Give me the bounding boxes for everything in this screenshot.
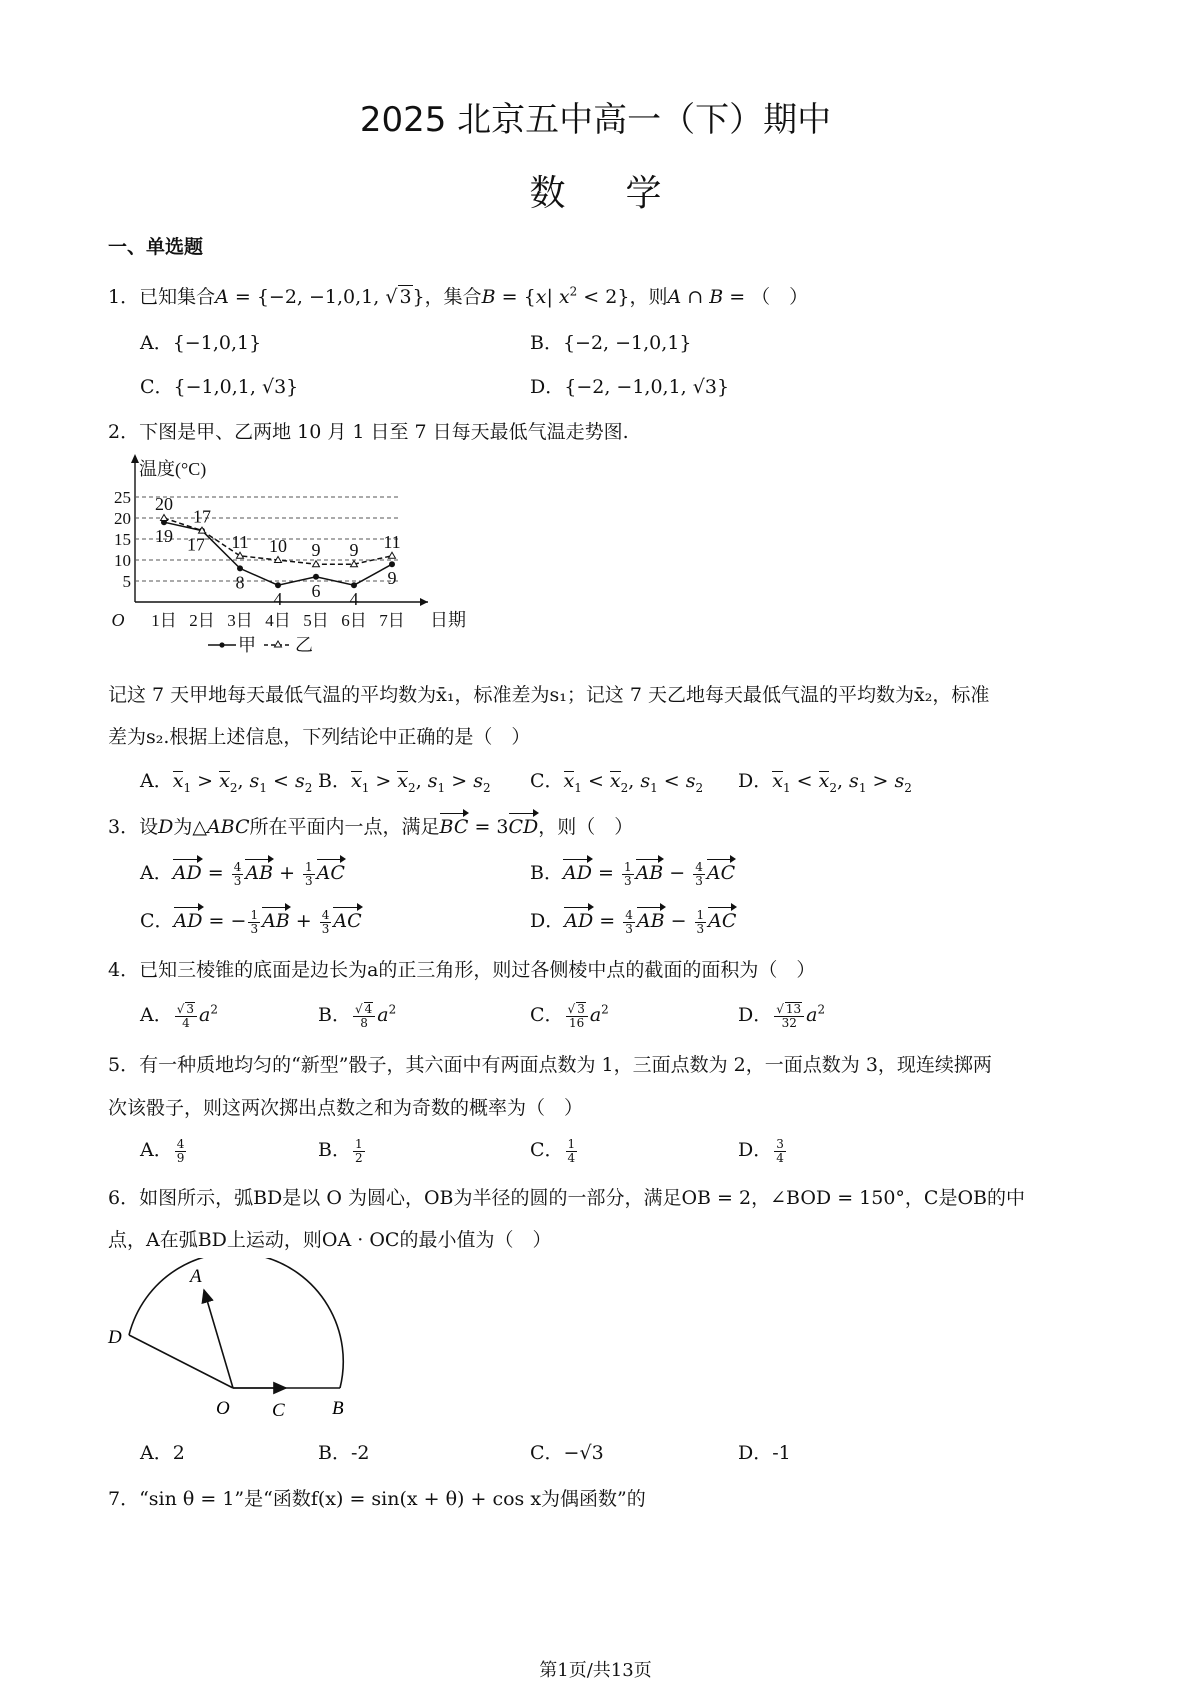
q1-option-d[interactable]: D．{−2, −1,0,1, √3} xyxy=(530,376,730,398)
q6-option-c[interactable]: C．−√3 xyxy=(530,1442,604,1464)
legend-marker-乙 xyxy=(275,641,282,647)
q6-option-b[interactable]: B．-2 xyxy=(318,1442,370,1464)
vector-oa xyxy=(204,1290,233,1388)
q2-option-a[interactable]: A．$x_1 > x_2$, $s_1 < s_2$ xyxy=(140,770,313,795)
point-乙-3 xyxy=(237,552,244,558)
x-tick-1: 1日 xyxy=(151,611,177,630)
q6-line1: 6．如图所示，弧BD是以 O 为圆心，OB为半径的圆的一部分，满足OB = 2，∠BOD = 150°，C是OB的中 xyxy=(108,1187,1025,1209)
q5-option-b[interactable]: B． $\frac{1}{2}$ xyxy=(318,1136,363,1165)
data-label-甲-2: 17 xyxy=(187,534,205,555)
q3-option-d[interactable]: D．AD = $\frac{4}{3}$ AB − $\frac{1}{3}$ AC xyxy=(530,907,737,936)
data-label-甲-6: 4 xyxy=(349,589,359,610)
q2-text-line1: 记这 7 天甲地每天最低气温的平均数为x̄₁，标准差为s₁；记这 7 天乙地每天最低气温的平均数为x̄₂，标准 xyxy=(108,684,990,706)
data-label-乙-4: 10 xyxy=(269,536,287,556)
q3-option-c[interactable]: C．AD = − $\frac{1}{3}$ AB + $\frac{4}{3}$ AC xyxy=(140,907,362,936)
x-tick-4: 4日 xyxy=(265,611,291,630)
q2-option-c[interactable]: C．$x_1 < x_2$, $s_1 < s_2$ xyxy=(530,770,704,795)
x-axis-label: 日期 xyxy=(430,610,466,630)
y-axis-arrow xyxy=(131,454,139,463)
data-label-甲-5: 6 xyxy=(311,580,321,601)
q2-option-b[interactable]: B．$x_1 > x_2$, $s_1 > s_2$ xyxy=(318,770,491,795)
q4-option-d[interactable]: D． $\frac{√ 13}{32}$ $a^2$ xyxy=(738,1002,826,1030)
data-label-甲-3: 8 xyxy=(235,572,245,593)
point-甲-7 xyxy=(389,561,395,567)
q2-text-line2: 差为s₂.根据上述信息，下列结论中正确的是（ ） xyxy=(108,726,531,748)
data-label-甲-7: 9 xyxy=(387,568,397,589)
q1-option-c[interactable]: C．{−1,0,1, √3} xyxy=(140,376,299,398)
q7-stem: 7．“sin θ = 1”是“函数f(x) = sin(x + θ) + cos x为偶函数”的 xyxy=(108,1488,646,1510)
subject-title: 数学 xyxy=(529,173,722,214)
segment-od xyxy=(129,1335,233,1388)
q6-line2: 点，A在弧BD上运动，则OA · OC的最小值为（ ） xyxy=(108,1229,552,1251)
x-tick-3: 3日 xyxy=(227,611,253,630)
q5-option-a[interactable]: A． $\frac{4}{9}$ xyxy=(140,1136,185,1165)
q5-option-d[interactable]: D． $\frac{3}{4}$ xyxy=(738,1136,784,1165)
point-甲-3 xyxy=(237,565,243,571)
q3-option-a[interactable]: A．AD = $\frac{4}{3}$ AB + $\frac{1}{3}$ AC xyxy=(140,859,345,888)
legend-label-乙: 乙 xyxy=(295,635,313,655)
y-axis-label: 温度(°C) xyxy=(139,459,207,479)
point-甲-5 xyxy=(313,574,319,580)
label-o: O xyxy=(216,1398,230,1418)
legend-label-甲: 甲 xyxy=(238,635,256,655)
y-tick-20: 20 xyxy=(114,509,131,528)
q1-option-a[interactable]: A．{−1,0,1} xyxy=(140,332,262,354)
q5-line1: 5．有一种质地均匀的“新型”骰子，其六面中有两面点数为 1，三面点数为 2，一面点数为 3，现连续掷两 xyxy=(108,1054,992,1076)
label-a: A xyxy=(190,1266,202,1287)
q1-stem: 1．已知集合A = {−2, −1,0,1, √ 3}，集合B = {x| $x^2 < 2$}，则A ∩ B = （ ） xyxy=(108,284,809,308)
q4-option-b[interactable]: B． $\frac{√ 4}{8}$ $a^2$ xyxy=(318,1002,397,1030)
y-tick-25: 25 xyxy=(114,488,131,507)
x-axis-arrow xyxy=(420,598,428,606)
q5-line2: 次该骰子，则这两次掷出点数之和为奇数的概率为（ ） xyxy=(108,1097,584,1119)
q4-stem: 4．已知三棱锥的底面是边长为a的正三角形，则过各侧棱中点的截面的面积为（ ） xyxy=(108,959,816,981)
q6-option-d[interactable]: D．-1 xyxy=(738,1442,791,1464)
point-乙-7 xyxy=(389,552,396,558)
q2-stem: 2．下图是甲、乙两地 10 月 1 日至 7 日每天最低气温走势图. xyxy=(108,421,629,443)
data-label-甲-1: 19 xyxy=(155,526,173,547)
exam-title: 2025 北京五中高一（下）期中 xyxy=(359,100,832,140)
q1-option-b[interactable]: B．{−2, −1,0,1} xyxy=(530,332,692,354)
origin-label: O xyxy=(111,610,125,630)
temperature-line-chart xyxy=(108,452,488,662)
x-tick-2: 2日 xyxy=(189,611,215,630)
y-tick-15: 15 xyxy=(114,530,131,549)
q6-option-a[interactable]: A．2 xyxy=(140,1442,185,1464)
label-d: D xyxy=(108,1327,122,1348)
q3-stem: 3．设D为△ABC所在平面内一点，满足BC = 3CD，则（ ） xyxy=(108,816,634,838)
q3-option-b[interactable]: B．AD = $\frac{1}{3}$ AB − $\frac{4}{3}$ AC xyxy=(530,859,736,888)
data-label-乙-7: 11 xyxy=(383,531,401,552)
page-footer: 第1页/共13页 xyxy=(539,1660,652,1681)
x-tick-6: 6日 xyxy=(341,611,367,630)
label-b: B xyxy=(332,1398,344,1418)
label-c: C xyxy=(272,1400,285,1418)
q5-option-c[interactable]: C． $\frac{1}{4}$ xyxy=(530,1136,576,1165)
data-label-乙-5: 9 xyxy=(311,540,321,561)
q4-option-a[interactable]: A． $\frac{√ 3}{4}$ $a^2$ xyxy=(140,1002,218,1030)
y-tick-5: 5 xyxy=(122,572,131,591)
y-tick-10: 10 xyxy=(114,551,131,570)
q2-option-d[interactable]: D．$x_1 < x_2$, $s_1 > s_2$ xyxy=(738,770,912,795)
data-label-乙-2: 17 xyxy=(193,506,211,527)
arc-bd xyxy=(129,1258,343,1388)
q4-option-c[interactable]: C． $\frac{√ 3}{16}$ $a^2$ xyxy=(530,1002,609,1030)
point-甲-4 xyxy=(275,582,281,588)
point-甲-6 xyxy=(351,582,357,588)
data-label-乙-1: 20 xyxy=(155,494,173,514)
x-tick-5: 5日 xyxy=(303,611,329,630)
data-label-乙-6: 9 xyxy=(349,540,359,561)
data-label-乙-3: 11 xyxy=(231,531,249,552)
legend-marker-甲 xyxy=(219,642,224,647)
x-tick-7: 7日 xyxy=(379,611,405,630)
arc-figure xyxy=(100,1258,360,1418)
section-heading: 一、单选题 xyxy=(108,236,204,258)
data-label-甲-4: 4 xyxy=(273,589,283,610)
